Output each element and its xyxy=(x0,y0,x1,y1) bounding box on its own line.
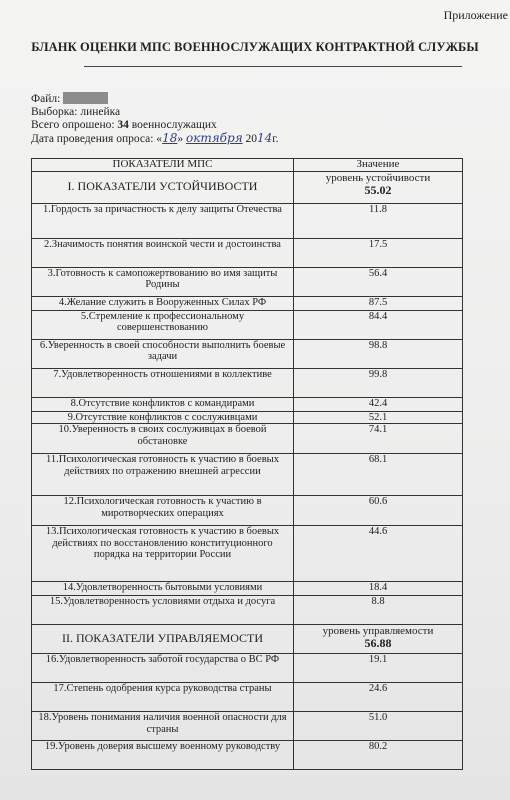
table-row xyxy=(32,454,463,496)
table-row xyxy=(32,267,463,296)
date-label: Дата проведения опроса: « xyxy=(31,133,163,145)
indicators-table-body xyxy=(32,159,463,770)
indicator-value: 98.8 xyxy=(294,339,463,368)
indicator-value: 80.2 xyxy=(294,741,463,770)
date-month: октября xyxy=(185,131,243,145)
indicator-label: 17.Степень одобрения курса руководства страны xyxy=(32,683,294,712)
surveyed-label: Всего опрошено: xyxy=(31,119,115,131)
sample-line: Выборка: линейка xyxy=(31,106,121,118)
indicator-label: 2.Значимость понятия воинской чести и достоинства xyxy=(32,238,294,267)
table-row xyxy=(32,741,463,770)
table-row xyxy=(32,496,463,526)
table-row xyxy=(32,203,463,238)
date-year-prefix: 20 xyxy=(245,133,258,145)
section-row xyxy=(32,625,463,654)
table-row xyxy=(32,368,463,397)
date-day: 18 xyxy=(162,131,178,145)
indicator-label: 6.Уверенность в своей способности выполнить боевые задачи xyxy=(32,339,294,368)
table-header-row xyxy=(32,159,463,172)
section-title: II. ПОКАЗАТЕЛИ УПРАВЛЯЕМОСТИ xyxy=(32,625,294,654)
indicator-value: 18.4 xyxy=(294,582,463,596)
indicator-label: 18.Уровень понимания наличия военной опасности для страны xyxy=(32,712,294,741)
file-line xyxy=(31,92,279,106)
indicator-value: 44.6 xyxy=(294,526,463,582)
section-value: 56.88 xyxy=(364,636,392,650)
indicator-value: 84.4 xyxy=(294,310,463,339)
file-label: Файл: xyxy=(31,93,61,105)
survey-meta xyxy=(31,92,279,146)
table-row xyxy=(32,654,463,683)
indicator-value: 87.5 xyxy=(294,296,463,310)
indicators-table xyxy=(31,158,463,770)
table-row xyxy=(32,310,463,339)
indicator-label: 19.Уровень доверия высшему военному руководству xyxy=(32,741,294,770)
indicator-label: 15.Удовлетворенность условиями отдыха и досуга xyxy=(32,596,294,625)
table-row xyxy=(32,683,463,712)
surveyed-unit: военнослужащих xyxy=(131,119,217,131)
surveyed-count: 34 xyxy=(117,119,129,131)
indicator-value: 52.1 xyxy=(294,411,463,424)
indicator-label: 14.Удовлетворенность бытовыми условиями xyxy=(32,582,294,596)
indicator-label: 10.Уверенность в своих сослуживцах в боевой обстановке xyxy=(32,424,294,454)
date-separator: » xyxy=(177,133,184,145)
section-value: 55.02 xyxy=(364,182,392,197)
appendix-label: Приложение xyxy=(443,8,508,22)
table-row xyxy=(32,238,463,267)
redacted-file-name xyxy=(63,92,108,104)
table-row xyxy=(32,712,463,741)
indicator-value: 60.6 xyxy=(294,496,463,526)
indicator-value: 11.8 xyxy=(294,203,463,238)
indicator-value: 74.1 xyxy=(294,424,463,454)
indicator-value: 56.4 xyxy=(294,267,463,296)
title-divider xyxy=(84,66,462,67)
indicator-label: 1.Гордость за причастность к делу защиты Отечества xyxy=(32,203,294,238)
indicator-value: 24.6 xyxy=(294,683,463,712)
indicator-value: 17.5 xyxy=(294,238,463,267)
section-value-cell xyxy=(294,625,463,654)
indicator-label: 8.Отсутствие конфликтов с командирами xyxy=(32,397,294,411)
table-row xyxy=(32,582,463,596)
indicator-value: 99.8 xyxy=(294,368,463,397)
indicator-label: 12.Психологическая готовность к участию в миротворческих операциях xyxy=(32,496,294,526)
indicator-value: 8.8 xyxy=(294,596,463,625)
section-value-cell xyxy=(294,171,463,203)
table-row xyxy=(32,411,463,424)
indicator-value: 19.1 xyxy=(294,654,463,683)
section-title: I. ПОКАЗАТЕЛИ УСТОЙЧИВОСТИ xyxy=(32,171,294,203)
table-row xyxy=(32,596,463,625)
date-line xyxy=(31,132,279,146)
value-column-header: Значение xyxy=(294,159,463,172)
table-row xyxy=(32,424,463,454)
date-suffix: г. xyxy=(272,133,279,145)
indicator-label: 3.Готовность к самопожертвованию во имя защиты Родины xyxy=(32,267,294,296)
indicator-value: 68.1 xyxy=(294,454,463,496)
section-value-label: уровень устойчивости xyxy=(325,171,431,184)
form-title: БЛАНК ОЦЕНКИ МПС ВОЕННОСЛУЖАЩИХ КОНТРАКТНОЙ СЛУЖБЫ xyxy=(31,40,479,54)
indicator-label: 11.Психологическая готовность к участию в боевых действиях по отражению внешней агрессии xyxy=(32,454,294,496)
table-row xyxy=(32,339,463,368)
table-row xyxy=(32,526,463,582)
indicator-column-header: ПОКАЗАТЕЛИ МПС xyxy=(32,159,294,172)
indicator-label: 13.Психологическая готовность к участию в боевых действиях по восстановлению конституционного порядка на территории России xyxy=(32,526,294,582)
table-row xyxy=(32,296,463,310)
indicator-label: 9.Отсутствие конфликтов с сослуживцами xyxy=(32,411,294,424)
indicator-label: 7.Удовлетворенность отношениями в коллективе xyxy=(32,368,294,397)
indicator-label: 16.Удовлетворенность заботой государства о ВС РФ xyxy=(32,654,294,683)
table-row xyxy=(32,397,463,411)
indicator-value: 42.4 xyxy=(294,397,463,411)
indicator-label: 4.Желание служить в Вооруженных Силах РФ xyxy=(32,296,294,310)
indicator-value: 51.0 xyxy=(294,712,463,741)
date-year-suffix: 14 xyxy=(257,131,273,145)
indicator-label: 5.Стремление к профессиональному совершенствованию xyxy=(32,310,294,339)
section-value-label: уровень управляемости xyxy=(322,625,434,637)
section-row xyxy=(32,171,463,203)
